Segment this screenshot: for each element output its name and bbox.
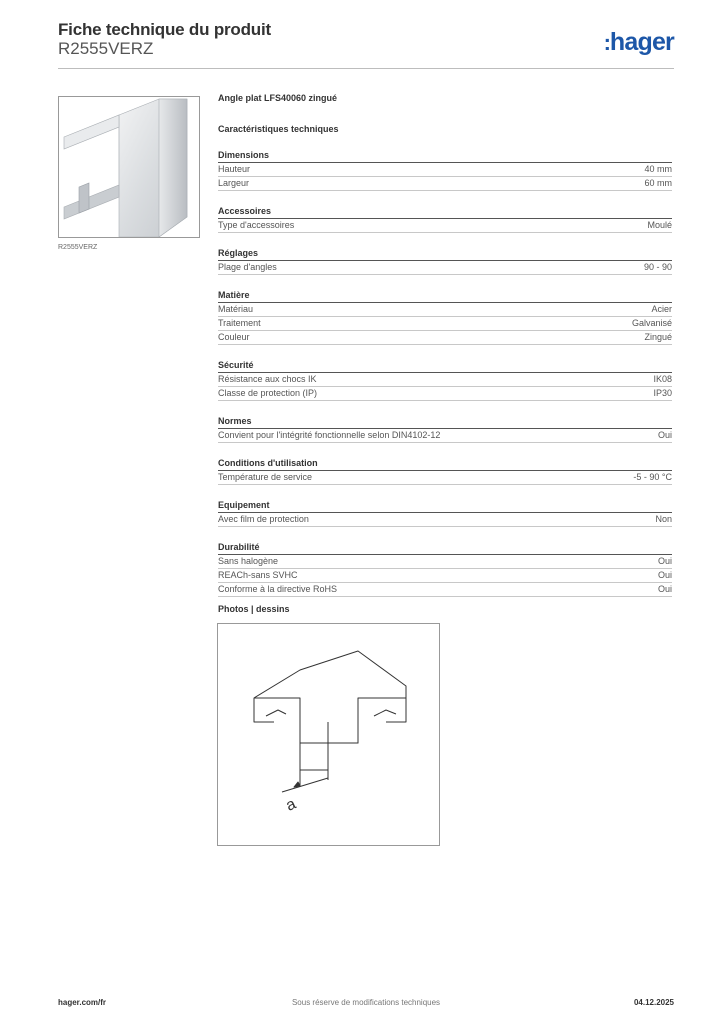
spec-row [218,219,672,233]
page-header [58,20,674,68]
specs-heading: Caractéristiques techniques [218,124,339,134]
spec-value: Non [655,514,672,524]
drawing-arrow [294,782,300,787]
page-footer [58,998,674,1010]
spec-row [218,317,672,331]
spec-group-title: Normes [218,415,672,429]
spec-value: Zingué [644,332,672,342]
spec-label: Température de service [218,472,313,482]
spec-label: Matériau [218,304,254,314]
spec-row [218,513,672,527]
spec-value: 90 - 90 [643,262,672,272]
product-photo-illustration [59,97,199,237]
drawing-leg-depth [328,722,358,743]
spec-group-title: Accessoires [218,205,672,219]
spec-group-title: Conditions d'utilisation [218,457,672,471]
photos-heading: Photos | dessins [218,604,290,614]
drawing-left-side [254,698,274,722]
drawing-right-side [386,698,406,722]
spec-value: Oui [657,556,672,566]
spec-group-title: Matière [218,289,672,303]
spec-label: REACh-sans SVHC [218,570,298,580]
spec-row [218,177,672,191]
spec-group [218,205,672,233]
drawing-left-flange [266,710,286,716]
spec-value: -5 - 90 °C [633,472,672,482]
spec-value: IK08 [653,374,672,384]
spec-group [218,149,672,191]
spec-row [218,387,672,401]
spec-label: Conforme à la directive RoHS [218,584,338,594]
spec-row [218,583,672,597]
spec-label: Hauteur [218,164,251,174]
header-divider [58,68,674,69]
page-title: Fiche technique du produit [58,20,271,39]
spec-content [218,92,672,597]
spec-label: Sans halogène [218,556,279,566]
hager-logo [604,28,674,57]
spec-value: Galvanisé [631,318,672,328]
logo-text: hager [609,28,674,56]
product-reference: R2555VERZ [58,39,154,58]
spec-group [218,457,672,485]
spec-group-title: Dimensions [218,149,672,163]
spec-group [218,247,672,275]
dimension-label: a [283,795,299,815]
spec-label: Couleur [218,332,250,342]
spec-value: 60 mm [644,178,672,188]
footer-date: 04.12.2025 [633,998,674,1007]
spec-row [218,303,672,317]
spec-row [218,261,672,275]
spec-group [218,541,672,597]
spec-value: Moulé [647,220,672,230]
spec-value: Oui [657,570,672,580]
spec-value: 40 mm [644,164,672,174]
spec-value: Oui [657,584,672,594]
footer-disclaimer: Sous réserve de modifications techniques [291,998,441,1007]
spec-group-title: Equipement [218,499,672,513]
spec-value: Acier [651,304,672,314]
product-photo-caption: R2555VERZ [58,244,98,251]
product-name: Angle plat LFS40060 zingué [218,93,338,103]
spec-row [218,471,672,485]
spec-group [218,359,672,401]
drawing-dimension-line [282,778,328,792]
spec-group [218,289,672,345]
footer-website[interactable]: hager.com/fr [58,998,107,1007]
spec-row [218,373,672,387]
spec-group [218,415,672,443]
technical-drawing [217,623,440,846]
drawing-top-face [254,651,406,743]
spec-label: Type d'accessoires [218,220,295,230]
spec-group-title: Sécurité [218,359,672,373]
spec-label: Plage d'angles [218,262,277,272]
spec-value: IP30 [653,388,672,398]
spec-row [218,429,672,443]
spec-label: Traitement [218,318,261,328]
spec-label: Classe de protection (IP) [218,388,318,398]
product-photo [58,96,200,238]
spec-row [218,331,672,345]
spec-label: Résistance aux chocs IK [218,374,317,384]
spec-row [218,163,672,177]
spec-label: Largeur [218,178,250,188]
spec-row [218,555,672,569]
spec-value: Oui [657,430,672,440]
spec-group [218,499,672,527]
spec-group-title: Réglages [218,247,672,261]
spec-label: Avec film de protection [218,514,309,524]
logo-prefix: : [603,30,609,55]
spec-row [218,569,672,583]
spec-group-title: Durabilité [218,541,672,555]
spec-groups [218,149,672,597]
drawing-front-leg [300,722,328,770]
spec-label: Convient pour l'intégrité fonctionnelle selon DIN4102-12 [218,430,441,440]
drawing-right-flange [374,710,396,716]
technical-drawing-svg [218,624,439,845]
